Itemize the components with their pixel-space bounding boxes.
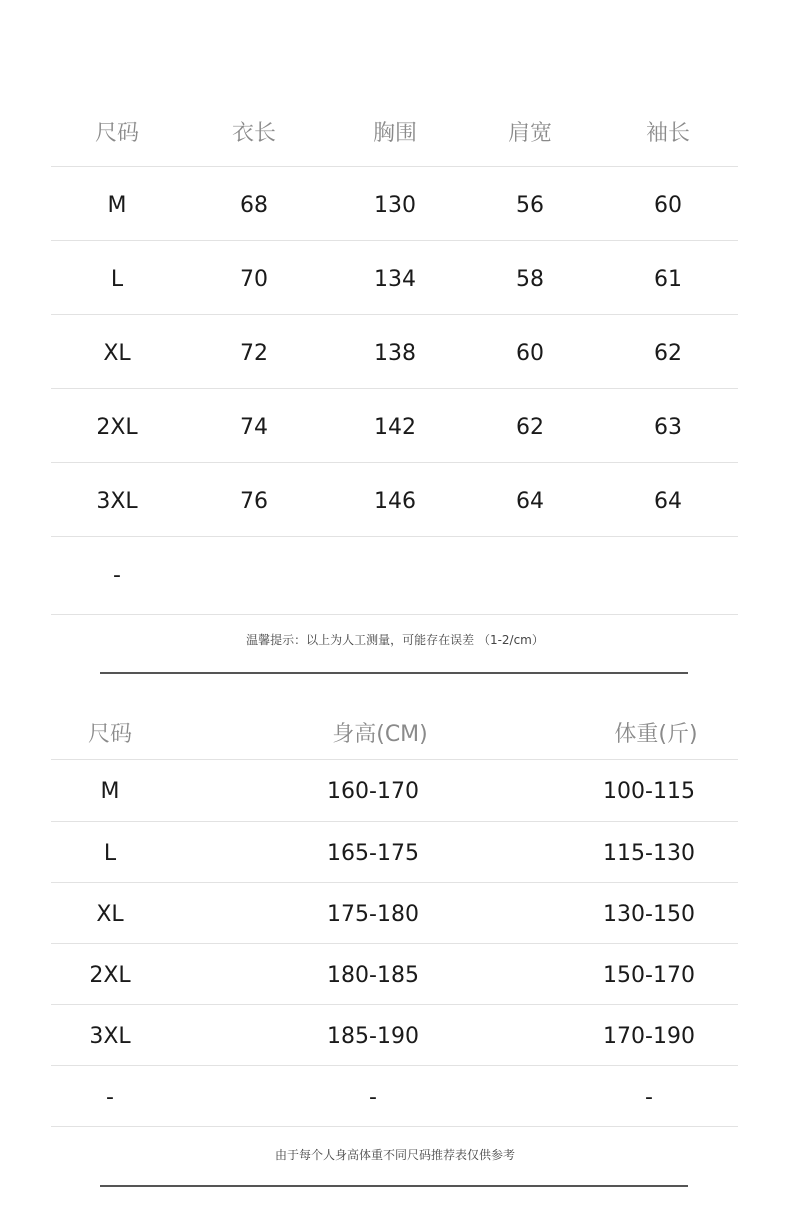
cell-chest: 146 [374, 489, 416, 514]
section-divider [100, 672, 688, 674]
cell-shoulder: 64 [516, 489, 544, 514]
cell-size: 3XL [96, 489, 138, 514]
cell-height: 180-185 [327, 963, 419, 988]
table-header-row [51, 700, 738, 760]
cell-length: 74 [240, 415, 268, 440]
cell-sleeve: 62 [654, 341, 682, 366]
cell-length: 68 [240, 193, 268, 218]
table-header-row [51, 100, 738, 167]
table-row [51, 463, 738, 537]
cell-length: 76 [240, 489, 268, 514]
header-size: 尺码 [94, 121, 140, 146]
cell-length: 70 [240, 267, 268, 292]
cell-chest: 134 [374, 267, 416, 292]
measurement-note: 温馨提示：以上为人工测量，可能存在误差 （1-2/cm） [246, 633, 544, 647]
cell-sleeve: 64 [654, 489, 682, 514]
table-row [51, 315, 738, 389]
cell-sleeve: 61 [654, 267, 682, 292]
cell-chest: 142 [374, 415, 416, 440]
cell-size: XL [96, 902, 124, 927]
cell-weight: 100-115 [603, 779, 695, 804]
cell-height: 185-190 [327, 1024, 419, 1049]
cell-shoulder: 62 [516, 415, 544, 440]
cell-weight: 150-170 [603, 963, 695, 988]
cell-weight: 130-150 [603, 902, 695, 927]
cell-chest: 130 [374, 193, 416, 218]
header-height: 身高(CM) [332, 722, 428, 747]
cell-size: 2XL [89, 963, 131, 988]
cell-height: 165-175 [327, 841, 419, 866]
table-row [51, 1066, 738, 1127]
cell-height: - [369, 1085, 377, 1110]
table-row [51, 1005, 738, 1066]
cell-length: 72 [240, 341, 268, 366]
cell-size: M [100, 779, 120, 804]
header-chest: 胸围 [372, 121, 418, 146]
table-row [51, 760, 738, 822]
cell-shoulder: 56 [516, 193, 544, 218]
header-size: 尺码 [87, 722, 133, 747]
cell-weight: - [645, 1085, 653, 1110]
cell-chest: 138 [374, 341, 416, 366]
table-row [51, 167, 738, 241]
cell-size: 3XL [89, 1024, 131, 1049]
cell-shoulder: 58 [516, 267, 544, 292]
cell-sleeve: 60 [654, 193, 682, 218]
cell-height: 175-180 [327, 902, 419, 927]
cell-size: M [107, 193, 127, 218]
table-row [51, 389, 738, 463]
cell-size: XL [103, 341, 131, 366]
cell-shoulder: 60 [516, 341, 544, 366]
header-weight: 体重(斤) [614, 722, 698, 747]
table-row [51, 883, 738, 944]
cell-size: 2XL [96, 415, 138, 440]
table-row [51, 944, 738, 1005]
cell-sleeve: 63 [654, 415, 682, 440]
cell-size: L [103, 841, 117, 866]
recommendation-note: 由于每个人身高体重不同尺码推荐表仅供参考 [274, 1148, 515, 1162]
header-sleeve: 袖长 [645, 121, 691, 146]
section-divider [100, 1185, 688, 1187]
cell-size: - [106, 1085, 114, 1110]
cell-size: L [110, 267, 124, 292]
table-row [51, 241, 738, 315]
header-length: 衣长 [231, 121, 277, 146]
cell-weight: 170-190 [603, 1024, 695, 1049]
table-row [51, 822, 738, 883]
table-row [51, 537, 738, 615]
header-shoulder: 肩宽 [507, 121, 553, 146]
cell-height: 160-170 [327, 779, 419, 804]
cell-weight: 115-130 [603, 841, 695, 866]
cell-size: - [113, 563, 121, 588]
